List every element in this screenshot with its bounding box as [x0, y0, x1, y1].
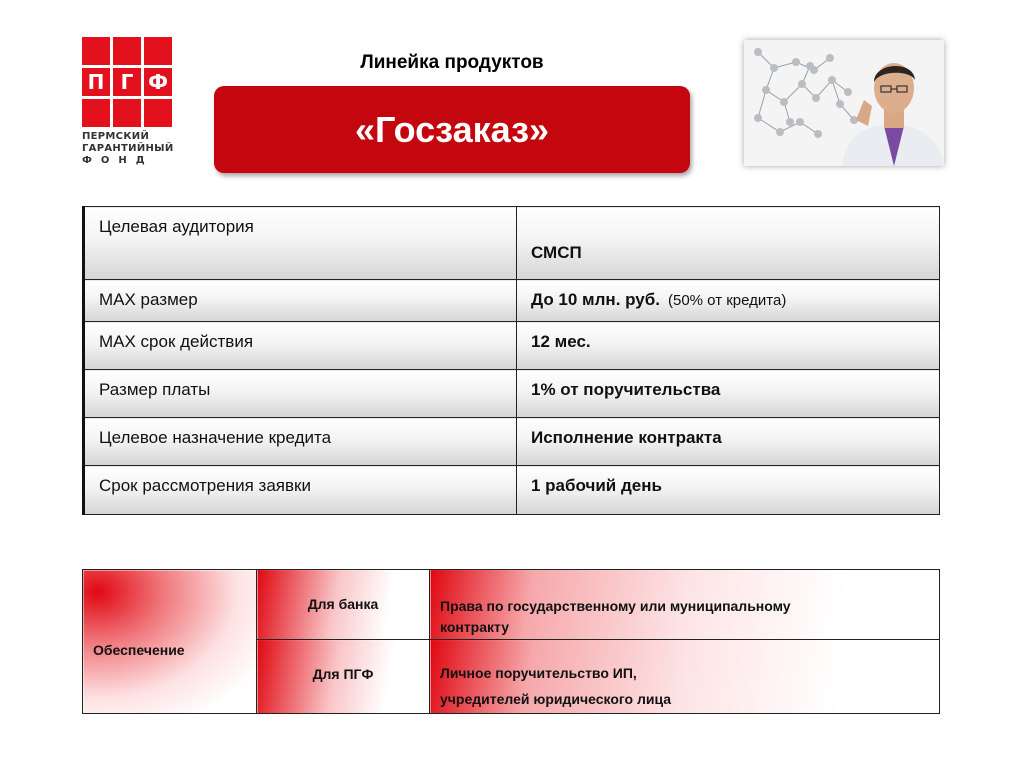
table-row [84, 370, 940, 418]
logo-cell [113, 37, 141, 65]
logo-letter-f: Ф [144, 68, 172, 96]
param-value: 12 мес. [517, 322, 940, 370]
logo-letter-g: Г [113, 68, 141, 96]
logo-line-2: ГАРАНТИЙНЫЙ [82, 143, 174, 154]
logo-cell [144, 99, 172, 127]
param-label: Размер платы [84, 370, 517, 418]
table-row [84, 418, 940, 466]
table-row [83, 570, 940, 640]
security-bank-desc-line: Права по государственному или муниципальному [440, 598, 791, 614]
param-label: Срок рассмотрения заявки [84, 466, 517, 515]
table-row [84, 322, 940, 370]
security-bank-desc-line: контракту [440, 619, 510, 635]
security-pgf-desc-line: Личное поручительство ИП, [440, 665, 637, 681]
product-banner [214, 86, 690, 173]
businessman-photo [744, 40, 944, 166]
security-pgf-desc-line: учредителей юридического лица [440, 691, 672, 707]
table-row [84, 207, 940, 280]
table-row [84, 280, 940, 322]
logo-text [82, 131, 182, 167]
company-logo [82, 37, 182, 167]
param-value: 1% от поручительства [517, 370, 940, 418]
security-for-pgf: Для ПГФ [257, 640, 430, 714]
product-title: «Госзаказ» [354, 108, 549, 150]
logo-cell [82, 37, 110, 65]
param-label: MAX срок действия [84, 322, 517, 370]
logo-grid [82, 37, 182, 127]
param-label: MAX размер [84, 280, 517, 322]
security-for-bank: Для банка [257, 570, 430, 640]
logo-line-3: ФОНД [82, 155, 154, 166]
logo-cell [82, 99, 110, 127]
param-value-note: (50% от кредита) [668, 292, 787, 309]
product-parameters-table [82, 206, 940, 515]
param-value: Исполнение контракта [517, 418, 940, 466]
logo-cell [144, 37, 172, 65]
logo-cell [113, 99, 141, 127]
param-value-cell [517, 280, 940, 322]
logo-line-1: ПЕРМСКИЙ [82, 131, 150, 142]
page-subtitle: Линейка продуктов [360, 52, 544, 73]
security-pgf-desc [430, 640, 940, 714]
businessman-network-diagram-image [744, 40, 944, 166]
param-value: До 10 млн. руб. [531, 290, 660, 309]
security-table [82, 569, 940, 714]
param-label: Целевое назначение кредита [84, 418, 517, 466]
security-bank-desc [430, 570, 940, 640]
logo-letter-p: П [82, 68, 110, 96]
param-value: СМСП [517, 207, 940, 280]
param-value: 1 рабочий день [517, 466, 940, 515]
security-label: Обеспечение [83, 570, 257, 714]
table-row [84, 466, 940, 515]
param-label: Целевая аудитория [84, 207, 517, 280]
